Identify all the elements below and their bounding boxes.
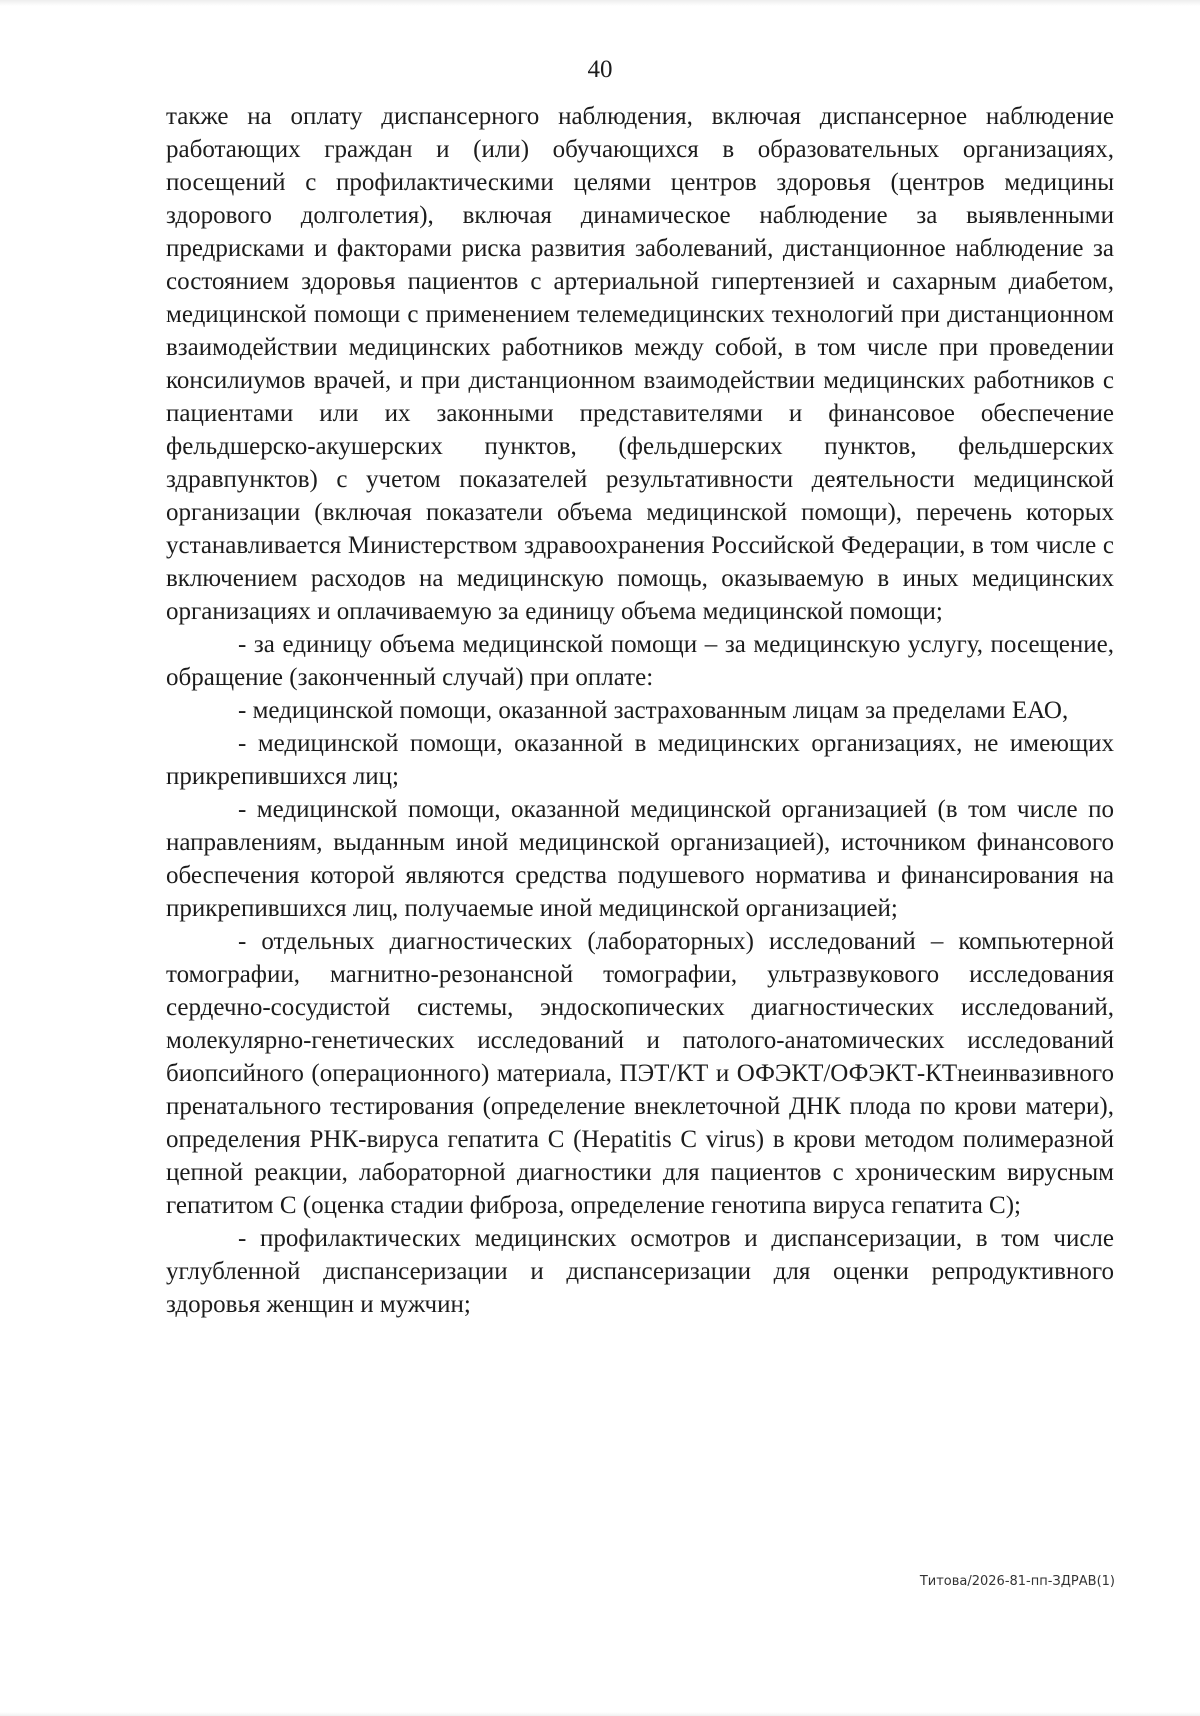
list-item-other-organization: - медицинской помощи, оказанной медицинской организацией (в том числе по направлениям, выданным иной медицинской организацией), источником финансового обеспечения которой являются средства подушевого норматива и финансирования на прикрепившихся лиц, получаемые иной медицинской организацией; [166,796,1114,922]
list-item-no-attached-persons: - медицинской помощи, оказанной в медицинских организациях, не имеющих прикрепившихся лиц; [166,730,1114,790]
scan-edge-bottom [0,1712,1200,1716]
list-item-outside-region: - медицинской помощи, оказанной застрахованным лицам за пределами ЕАО, [238,697,1069,724]
list-item-preventive-examinations: - профилактических медицинских осмотров и диспансеризации, в том числе углубленной диспансеризации и диспансеризации для оценки репродуктивного здоровья женщин и мужчин; [166,1225,1114,1318]
document-body [166,100,1114,1321]
list-item-diagnostic-studies: - отдельных диагностических (лабораторных) исследований – компьютерной томографии, магнитно-резонансной томографии, ультразвукового исследования сердечно-сосудистой системы, эндоскопических диагностических исследований, молекулярно-генетических исследований и патолого-анатомических исследований биопсийного (операционного) материала, ПЭТ/КТ и ОФЭКТ/ОФЭКТ-КТнеинвазивного пренатального тестирования (определение внеклеточной ДНК плода по крови матери), определения РНК-вируса гепатита С (Hepatitis C virus) в крови методом полимеразной цепной реакции, лабораторной диагностики для пациентов с хроническим вирусным гепатитом С (оценка стадии фиброза, определение генотипа вируса гепатита С); [166,928,1114,1219]
document-reference-footer: Титова/2026-81-пп-ЗДРАВ(1) [919,1574,1115,1589]
scan-edge-top [0,0,1200,6]
paragraph-unit-of-volume: - за единицу объема медицинской помощи – за медицинскую услугу, посещение, обращение (законченный случай) при оплате: [166,631,1114,691]
page-number: 40 [587,56,613,83]
paragraph-continuation: также на оплату диспансерного наблюдения, включая диспансерное наблюдение работающих граждан и (или) обучающихся в образовательных организациях, посещений с профилактическими целями центров здоровья (центров медицины здорового долголетия), включая динамическое наблюдение за выявленными предрисками и факторами риска развития заболеваний, дистанционное наблюдение за состоянием здоровья пациентов с артериальной гипертензией и сахарным диабетом, медицинской помощи с применением телемедицинских технологий при дистанционном взаимодействии медицинских работников между собой, в том числе при проведении консилиумов врачей, и при дистанционном взаимодействии медицинских работников с пациентами или их законными представителями и финансовое обеспечение фельдшерско-акушерских пунктов, (фельдшерских пунктов, фельдшерских здравпунктов) с учетом показателей результативности деятельности медицинской организации (включая показатели объема медицинской помощи), перечень которых устанавливается Министерством здравоохранения Российской Федерации, в том числе с включением расходов на медицинскую помощь, оказываемую в иных медицинских организациях и оплачиваемую за единицу объема медицинской помощи; [166,103,1114,625]
